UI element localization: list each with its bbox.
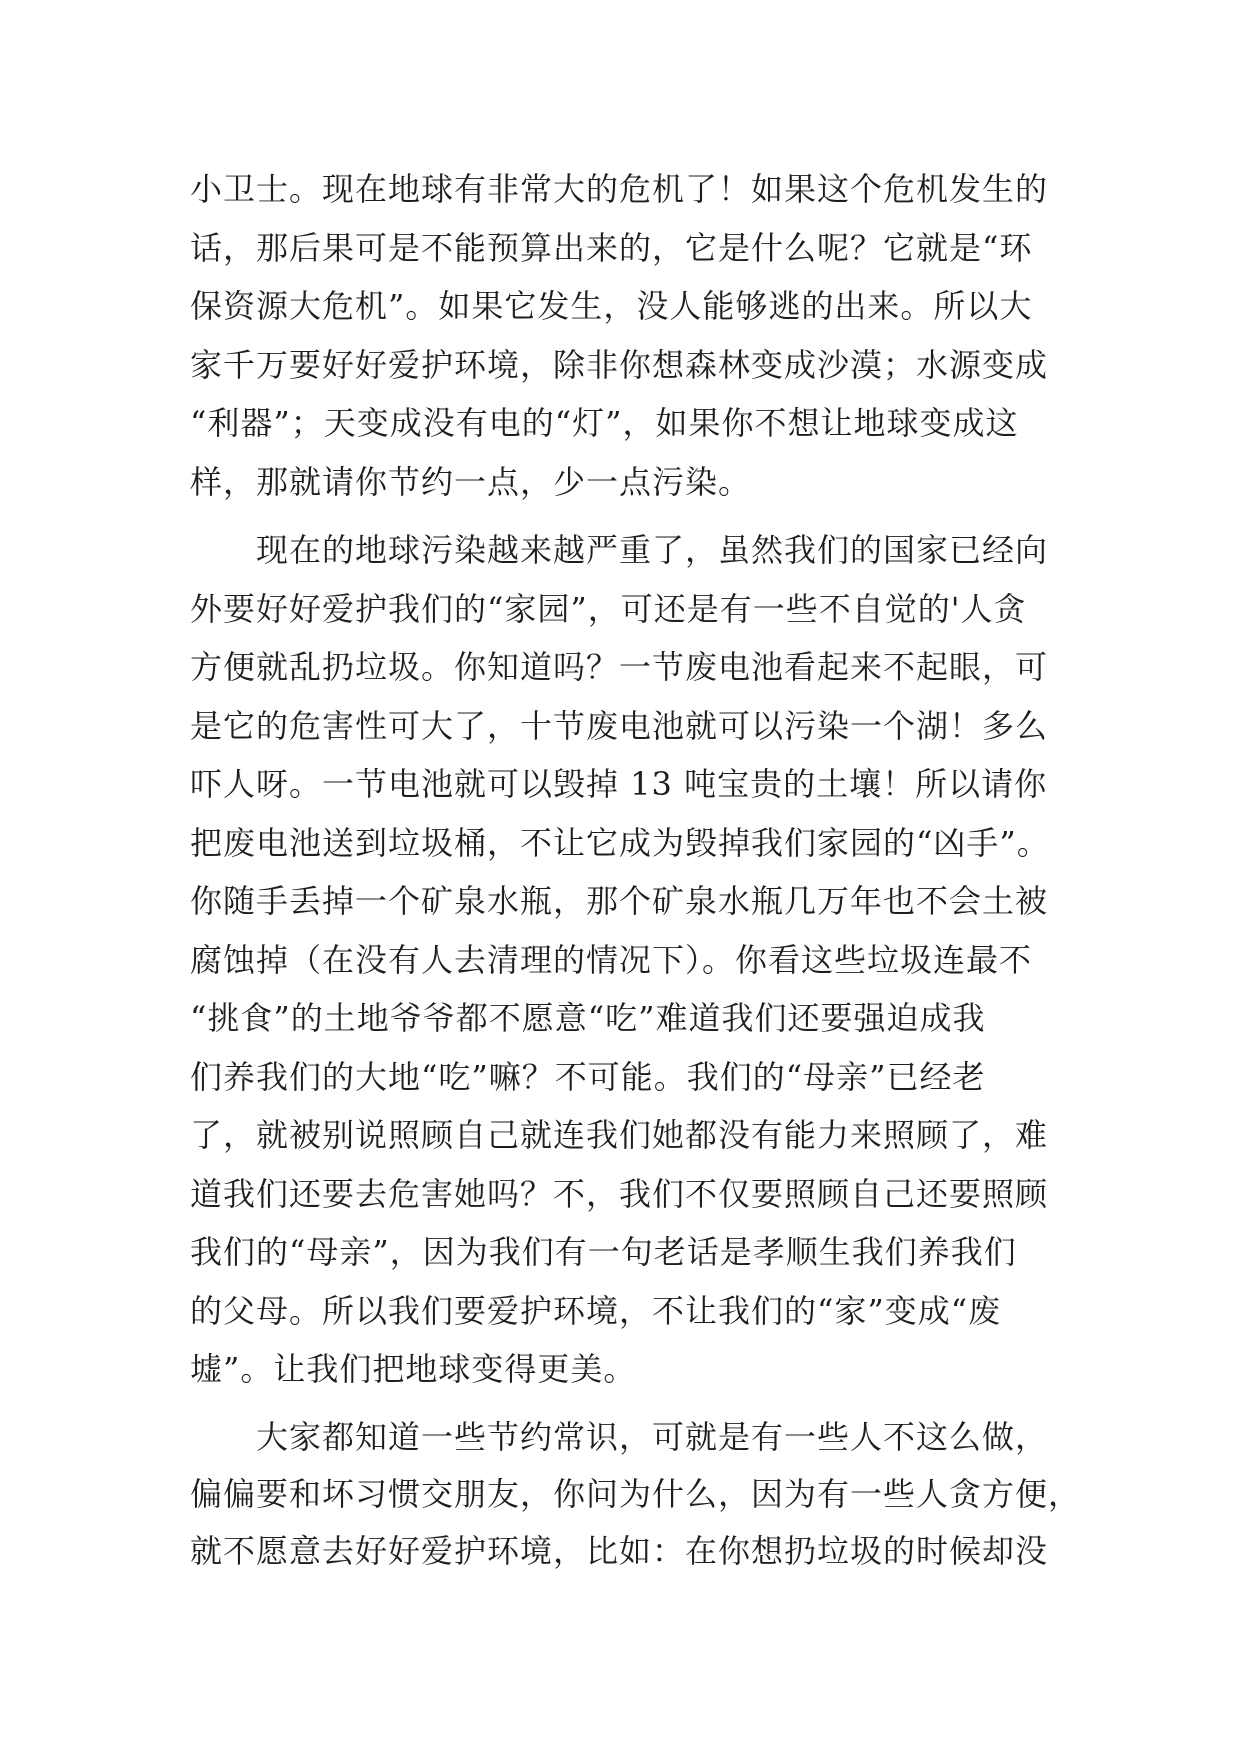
text-line: 我们的“母亲”，因为我们有一句老话是孝顺生我们养我们 xyxy=(190,1233,1017,1271)
text-line: “挑食”的土地爷爷都不愿意“吃”难道我们还要强迫成我 xyxy=(190,999,986,1037)
paragraph-1 xyxy=(190,160,1060,511)
text-line: 了，就被别说照顾自己就连我们她都没有能力来照顾了，难 xyxy=(190,1116,1049,1154)
text-line: 们养我们的大地“吃”嘛？不可能。我们的“母亲”已经老 xyxy=(190,1057,986,1096)
text-line: 话，那后果可是不能预算出来的，它是什么呢？它就是“环 xyxy=(190,228,1033,267)
text-line: 保资源大危机”。如果它发生，没人能够逃的出来。所以大 xyxy=(190,287,1033,325)
text-line: 腐蚀掉（在没有人去清理的情况下）。你看这些垃圾连最不 xyxy=(190,940,1033,979)
text-line: 外要好好爱护我们的“家园”，可还是有一些不自觉的'人贪 xyxy=(190,589,1027,628)
text-line: 家千万要好好爱护环境，除非你想森林变成沙漠；水源变成 xyxy=(190,345,1049,384)
text-line: 就不愿意去好好爱护环境，比如：在你想扔垃圾的时候却没 xyxy=(190,1531,1049,1570)
paragraph-2 xyxy=(190,521,1060,1399)
text-line: 大家都知道一些节约常识，可就是有一些人不这么做， xyxy=(256,1417,1049,1456)
text-line: 现在的地球污染越来越严重了，虽然我们的国家已经向 xyxy=(256,531,1049,569)
text-line: 方便就乱扔垃圾。你知道吗？一节废电池看起来不起眼，可 xyxy=(190,648,1049,686)
paragraph-3 xyxy=(190,1409,1082,1580)
text-line: 样，那就请你节约一点，少一点污染。 xyxy=(190,462,752,501)
text-line: “利器”；天变成没有电的“灯”，如果你不想让地球变成这 xyxy=(190,404,1019,442)
text-line: 是它的危害性可大了，十节废电池就可以污染一个湖！多么 xyxy=(190,706,1049,745)
text-line: 墟”。让我们把地球变得更美。 xyxy=(190,1350,637,1388)
text-line: 偏偏要和坏习惯交朋友，你问为什么，因为有一些人贪方便， xyxy=(190,1474,1082,1513)
text-line: 的父母。所以我们要爱护环境，不让我们的“家”变成“废 xyxy=(190,1291,1002,1330)
document-body xyxy=(190,160,1082,1580)
text-line: 吓人呀。一节电池就可以毁掉 13 吨宝贵的土壤！所以请你 xyxy=(190,765,1048,803)
text-line: 你随手丢掉一个矿泉水瓶，那个矿泉水瓶几万年也不会土被 xyxy=(190,882,1049,920)
text-line: 把废电池送到垃圾桶，不让它成为毁掉我们家园的“凶手”。 xyxy=(190,823,1050,862)
text-line: 小卫士。现在地球有非常大的危机了！如果这个危机发生的 xyxy=(190,170,1049,208)
text-line: 道我们还要去危害她吗？不，我们不仅要照顾自己还要照顾 xyxy=(190,1174,1049,1213)
